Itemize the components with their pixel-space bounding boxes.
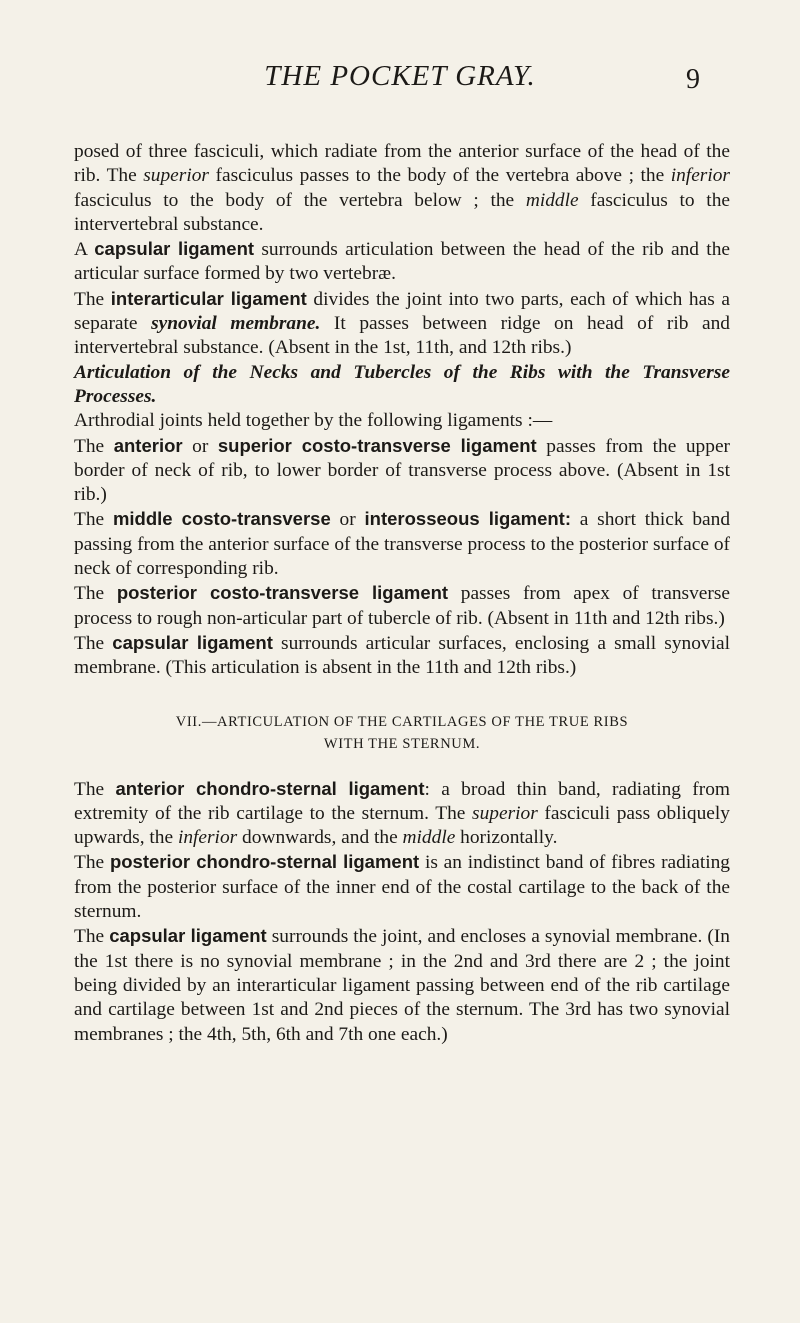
paragraph-capsular-ligament-tubercle	[74, 631, 730, 681]
italic-term: synovial membrane.	[151, 313, 321, 335]
italic-term: middle	[525, 189, 579, 211]
text-run: : a broad thin band, radiating from extremity of the rib cartilage to the sternum. The	[74, 778, 730, 824]
text-run: is an indistinct band of fibres radiating from the posterior surface of the inner end of the costal cartilage to the back of the sternum.	[74, 852, 730, 923]
italic-term: superior	[143, 165, 209, 187]
paragraph-posterior-costo-transverse	[74, 581, 730, 631]
paragraph-anterior-chondro-sternal	[74, 777, 730, 851]
text-run: The	[74, 288, 111, 310]
text-run: fasciculi pass obliquely upwards, the	[74, 802, 730, 849]
paragraph-arthrodial-joints	[74, 409, 730, 433]
running-title: THE POCKET GRAY.	[264, 60, 536, 92]
italic-subheading: Articulation of the Necks and Tubercles of the Ribs with the Transverse Processes.	[74, 361, 730, 407]
text-run: The	[74, 778, 116, 800]
italic-term: inferior	[670, 165, 730, 187]
text-run: The	[74, 583, 117, 605]
body-text	[74, 140, 730, 1047]
paragraph-interarticular-ligament	[74, 287, 730, 361]
text-run: Arthrodial joints held together by the following ligaments :—	[74, 410, 553, 432]
bold-term: capsular ligament	[94, 238, 255, 260]
bold-term: posterior chondro-sternal ligament	[109, 851, 420, 873]
page-header	[0, 58, 800, 98]
section-heading	[74, 711, 730, 755]
bold-term: posterior costo-transverse ligament	[116, 582, 449, 604]
italic-term: inferior	[177, 827, 238, 849]
italic-term: middle	[402, 827, 456, 849]
section-heading-line: VII.—ARTICULATION OF THE CARTILAGES OF THE TRUE RIBS	[175, 713, 629, 730]
section-heading-line: WITH THE STERNUM.	[323, 735, 481, 752]
text-run: surrounds the joint, and encloses a synovial membrane. (In the 1st there is no synovial membrane ; in the 2nd and 3rd there are 2 ; the joint being divided by an interarticular ligament passing between end of the rib cartilage and cartilage between 1st and 2nd pieces of the sternum. The 3rd has two synovial membranes ; the 4th, 5th, 6th and 7th one each.)	[74, 926, 731, 1045]
text-run: A	[74, 239, 95, 261]
text-run: or	[330, 509, 365, 531]
paragraph-capsular-ligament	[74, 237, 730, 287]
paragraph-middle-costo-transverse	[74, 507, 730, 581]
bold-term: superior costo-transverse ligament	[217, 434, 537, 456]
text-run: horizontally.	[455, 827, 558, 849]
italic-term: superior	[472, 802, 538, 824]
bold-term: capsular ligament	[109, 925, 267, 947]
bold-term: interosseous ligament:	[364, 508, 571, 530]
paragraph-costo-central-fasciculi	[74, 140, 730, 237]
bold-term: capsular ligament	[112, 631, 273, 653]
text-run: The	[74, 509, 113, 531]
text-run: passes from the upper border of neck of rib, to lower border of transverse process above. (Absent in 1st rib.)	[74, 435, 731, 506]
bold-term: anterior	[113, 434, 183, 456]
text-run: divides the joint into two parts, each of which has a separate	[74, 288, 730, 335]
subheading-necks-tubercles	[74, 361, 730, 410]
text-run: a short thick band passing from the anterior surface of the transverse process to the posterior surface of neck of corresponding rib.	[74, 509, 731, 580]
text-run: It passes between ridge on head of rib and intervertebral substance. (Absent in the 1st, 11th, and 12th ribs.)	[74, 313, 730, 359]
bold-term: middle costo-transverse	[112, 508, 331, 530]
text-run: fasciculus to the intervertebral substance.	[74, 189, 730, 235]
bold-term: interarticular ligament	[110, 287, 307, 309]
text-run: downwards, and the	[237, 827, 403, 849]
text-run: The	[74, 852, 110, 874]
text-run: The	[74, 435, 114, 457]
text-run: The	[74, 632, 113, 654]
text-run: fasciculus to the body of the vertebra below ; the	[74, 189, 526, 211]
text-run: surrounds articular surfaces, enclosing a small synovial membrane. (This articulation is absent in the 11th and 12th ribs.)	[74, 632, 730, 679]
text-run: fasciculus passes to the body of the vertebra above ; the	[208, 165, 671, 187]
text-run: passes from apex of transverse process to rough non-articular part of tubercle of rib. (Absent in 11th and 12th ribs.)	[74, 583, 730, 629]
text-run: posed of three fasciculi, which radiate from the anterior surface of the head of the rib. The	[74, 141, 730, 187]
text-run: or	[182, 435, 218, 457]
text-run: The	[74, 926, 110, 948]
bold-term: anterior chondro-sternal ligament	[115, 777, 425, 799]
paragraph-capsular-ligament-sternum	[74, 924, 730, 1046]
paragraph-anterior-costo-transverse	[74, 434, 730, 508]
text-run: surrounds articulation between the head of the rib and the articular surface formed by two vertebræ.	[74, 239, 730, 285]
page-number: 9	[686, 64, 700, 95]
paragraph-posterior-chondro-sternal	[74, 850, 730, 924]
